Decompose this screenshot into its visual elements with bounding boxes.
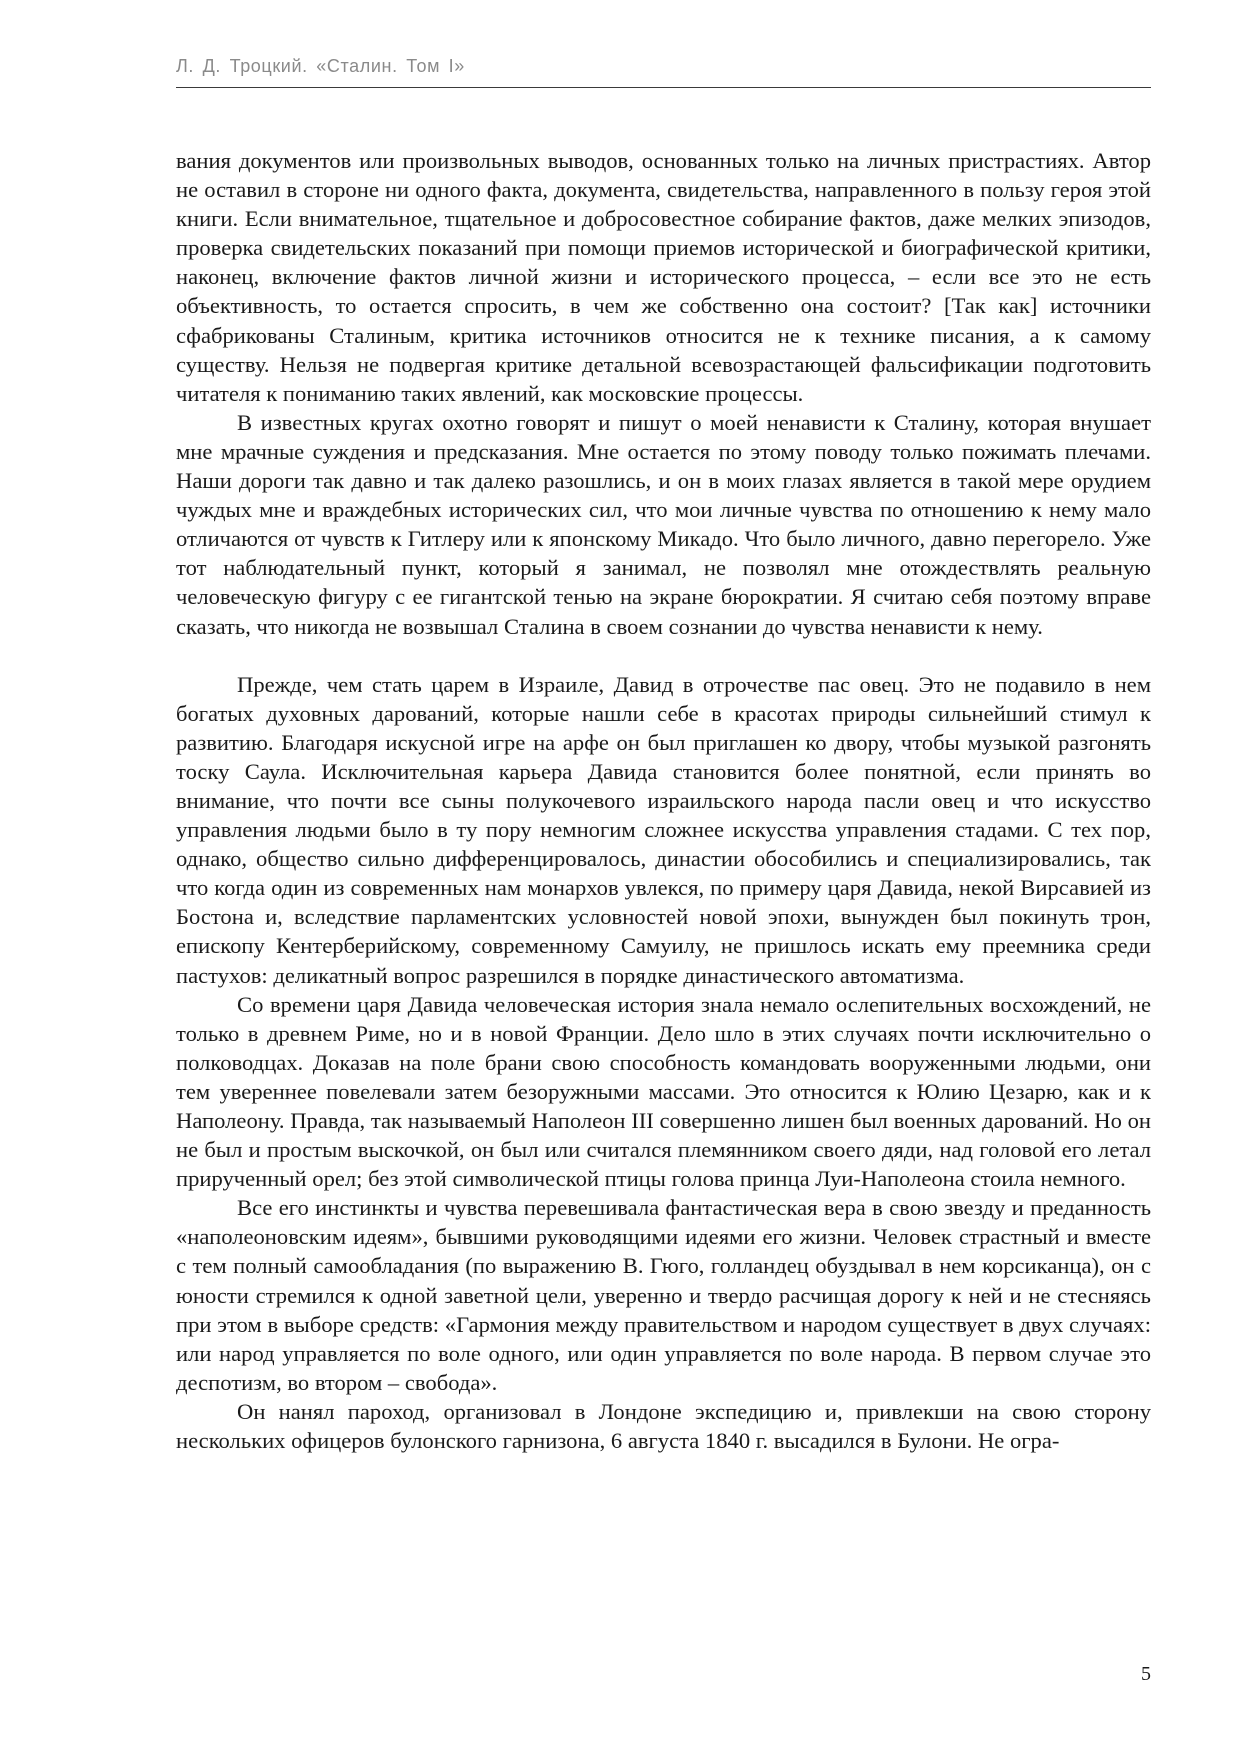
header-rule <box>176 87 1151 88</box>
paragraph: Со времени царя Давида человеческая история знала немало ослепительных восхождений, не только в древнем Риме, но и в новой Франции. Дело шло в этих случаях почти исключительно о полководцах. Доказав на поле брани свою способность командовать вооруженными людьми, они тем увереннее повелевали затем безоружными массами. Это относится к Юлию Цезарю, как и к Наполеону. Правда, так называемый Наполеон III совершенно лишен был военных дарований. Но он не был и простым выскочкой, он был или считался племянником своего дяди, над головой его летал прирученный орел; без этой символической птицы голова принца Луи-Наполеона стоила немного. <box>176 991 1151 1192</box>
main-text <box>176 146 1151 1455</box>
paragraph: Он нанял пароход, организовал в Лондоне экспедицию и, привлекши на свою сторону нескольких офицеров булонского гарнизона, 6 августа 1840 г. высадился в Булони. Не огра- <box>176 1398 1151 1454</box>
page-number: 5 <box>1141 1663 1151 1685</box>
section-break <box>176 641 1151 670</box>
paragraph-continued: вания документов или произвольных выводов, основанных только на личных пристрастиях. Автор не оставил в стороне ни одного факта, документа, свидетельства, направленного в пользу героя этой книги. Если внимательное, тщательное и добросовестное собирание фактов, даже мелких эпизодов, проверка свидетельских показаний при помощи приемов исторической и биографической критики, наконец, включение фактов личной жизни и исторического процесса, – если все это не есть объективность, то остается спросить, в чем же собственно она состоит? [Так как] источники сфабрикованы Сталиным, критика источников относится не к технике писания, а к самому существу. Нельзя не подвергая критике детальной всевозрастающей фальсификации подготовить читателя к пониманию таких явлений, как московские процессы. <box>176 148 1151 406</box>
paragraph: Прежде, чем стать царем в Израиле, Давид в отрочестве пас овец. Это не подавило в нем богатых духовных дарований, которые нашли себе в красотах природы сильнейший стимул к развитию. Благодаря искусной игре на арфе он был приглашен ко двору, чтобы музыкой разгонять тоску Саула. Исключительная карьера Давида становится более понятной, если принять во внимание, что почти все сыны полукочевого израильского народа пасли овец и что искусство управления людьми было в ту пору немногим сложнее искусства управления стадами. С тех пор, однако, общество сильно дифференцировалось, династии обособились и специализировались, так что когда один из современных нам монархов увлекся, по примеру царя Давида, некой Вирсавией из Бостона и, вследствие парламентских условностей новой эпохи, вынужден был покинуть трон, епископу Кентерберийскому, современному Самуилу, не пришлось искать ему преемника среди пастухов: деликатный вопрос разрешился в порядке династического автоматизма. <box>176 671 1151 988</box>
paragraph: В известных кругах охотно говорят и пишут о моей ненависти к Сталину, которая внушает мне мрачные суждения и предсказания. Мне остается по этому поводу только пожимать плечами. Наши дороги так давно и так далеко разошлись, и он в моих глазах является в такой мере орудием чуждых мне и враждебных исторических сил, что мои личные чувства по отношению к нему мало отличаются от чувств к Гитлеру или к японскому Микадо. Что было личного, давно перегорело. Уже тот наблюдательный пункт, который я занимал, не позволял мне отождествлять реальную человеческую фигуру с ее гигантской тенью на экране бюрократии. Я считаю себя поэтому вправе сказать, что никогда не возвышал Сталина в своем сознании до чувства ненависти к нему. <box>176 409 1151 639</box>
running-header: Л. Д. Троцкий. «Сталин. Том I» <box>176 56 465 76</box>
paragraph: Все его инстинкты и чувства перевешивала фантастическая вера в свою звезду и преданность «наполеоновским идеям», бывшими руководящими идеями его жизни. Человек страстный и вместе с тем полный самообладания (по выражению В. Гюго, голландец обуздывал в нем корсиканца), он с юности стремился к одной заветной цели, уверенно и твердо расчищая дорогу к ней и не стесняясь при этом в выборе средств: «Гармония между правительством и народом существует в двух случаях: или народ управляется по воле одного, или один управляется по воле народа. В первом случае это деспотизм, во втором – свобода». <box>176 1195 1151 1395</box>
